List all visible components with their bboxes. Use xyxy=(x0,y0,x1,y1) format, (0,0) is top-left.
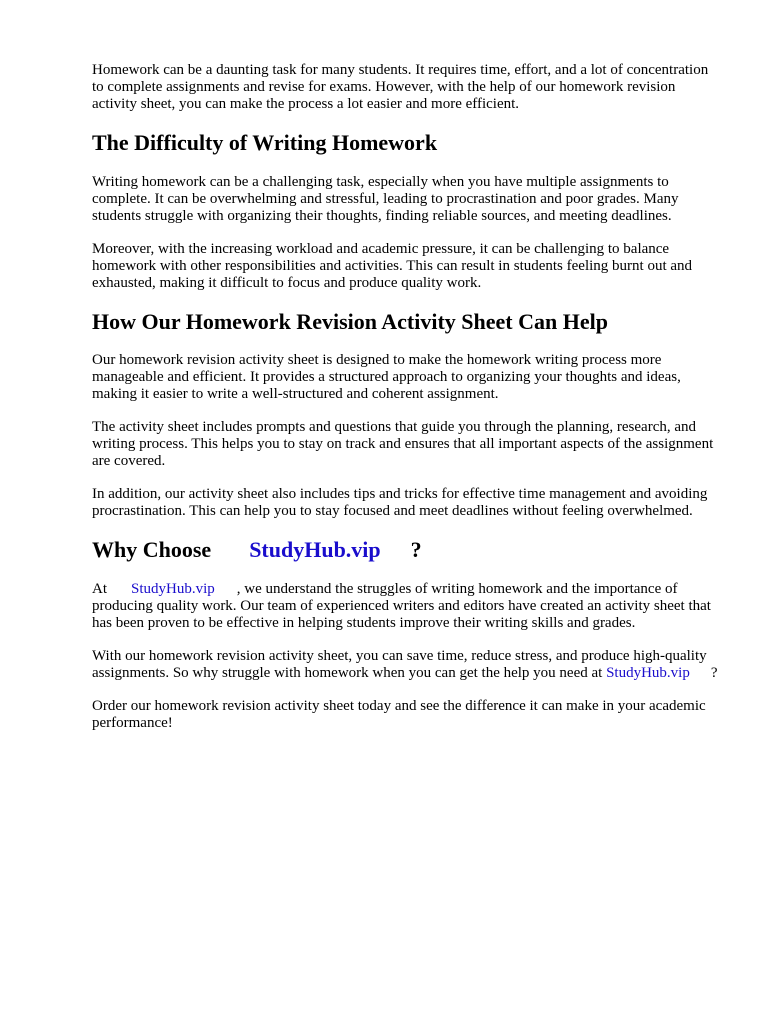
heading-why-suffix: ? xyxy=(410,537,422,562)
why-p2-studyhub-link[interactable]: StudyHub.vip xyxy=(606,665,690,681)
why-p2-text: With our homework revision activity sheet, you can save time, reduce stress, and produce high-quality assignments. So why struggle with homework when you can get the help you need at xyxy=(92,648,707,681)
difficulty-paragraph-2: Moreover, with the increasing workload and academic pressure, it can be challenging to balance homework with other responsibilities and activities. This can result in students feeling burnt out and exhausted, making it difficult to focus and produce quality work. xyxy=(92,241,693,291)
help-paragraph-2: The activity sheet includes prompts and questions that guide you through the planning, research, and writing process. This helps you to stay on track and ensures that all important aspects of the assignment are covered. xyxy=(92,419,714,469)
why-paragraph-2 xyxy=(92,648,718,682)
intro-paragraph: Homework can be a daunting task for many students. It requires time, effort, and a lot of concentration to complete assignments and revise for exams. However, with the help of our homework revision activity sheet, you can make the process a lot easier and more efficient. xyxy=(92,62,709,112)
heading-why-prefix: Why Choose xyxy=(92,537,212,562)
heading-why-choose xyxy=(92,537,718,563)
heading-studyhub-link[interactable]: StudyHub.vip xyxy=(249,537,381,562)
why-p1-studyhub-link[interactable]: StudyHub.vip xyxy=(131,581,215,597)
why-paragraph-1 xyxy=(92,581,718,632)
heading-difficulty: The Difficulty of Writing Homework xyxy=(92,130,438,155)
why-p2-suffix: ? xyxy=(710,665,718,681)
why-p1-suffix: , we understand the struggles of writing homework and the importance of producing quality work. Our team of experienced writers and editors have created an activity sheet that has been proven to be effective in helping students improve their writing skills and grades. xyxy=(92,581,711,631)
heading-help: How Our Homework Revision Activity Sheet Can Help xyxy=(92,309,608,334)
why-p1-prefix: At xyxy=(92,581,107,597)
difficulty-paragraph-1: Writing homework can be a challenging task, especially when you have multiple assignments to complete. It can be overwhelming and stressful, leading to procrastination and poor grades. Many students struggle with organizing their thoughts, finding reliable sources, and meeting deadlines. xyxy=(92,174,679,224)
help-paragraph-1: Our homework revision activity sheet is designed to make the homework writing process more manageable and efficient. It provides a structured approach to organizing your thoughts and ideas, making it easier to write a well-structured and coherent assignment. xyxy=(92,352,681,402)
help-paragraph-3: In addition, our activity sheet also includes tips and tricks for effective time management and avoiding procrastination. This can help you to stay focused and meet deadlines without feeling overwhelmed. xyxy=(92,486,708,519)
why-paragraph-3: Order our homework revision activity sheet today and see the difference it can make in your academic performance! xyxy=(92,698,706,731)
